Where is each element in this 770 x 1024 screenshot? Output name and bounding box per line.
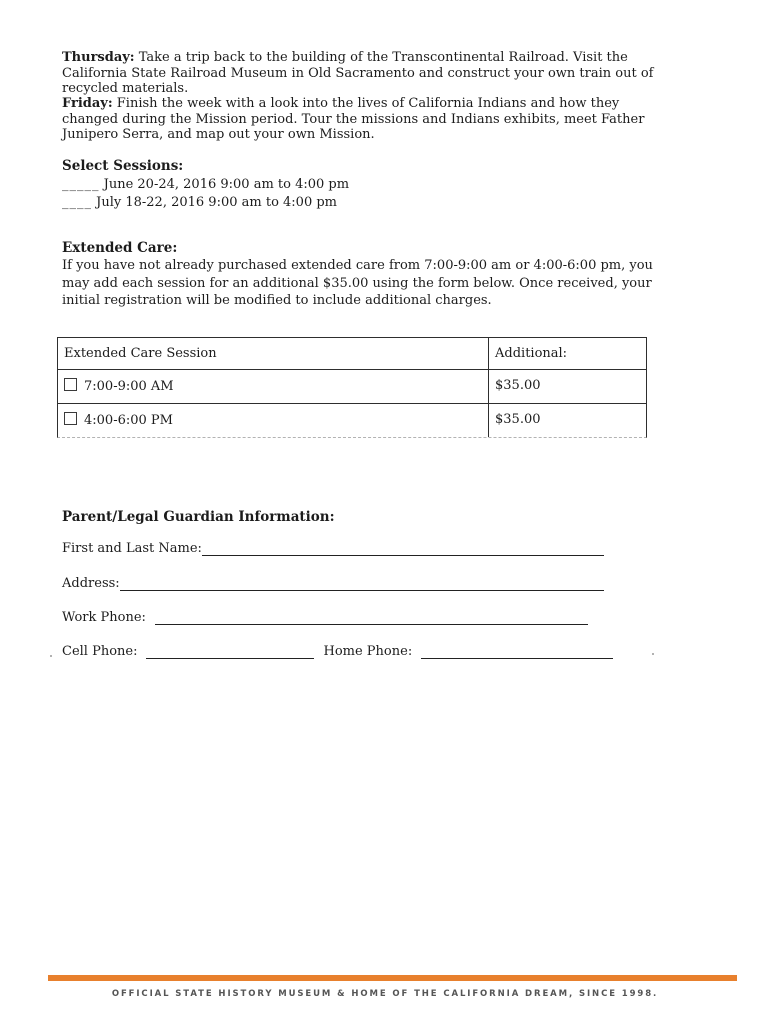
session-option-july[interactable] bbox=[62, 194, 349, 212]
session-options bbox=[62, 176, 349, 212]
work-phone-field-row bbox=[62, 610, 588, 625]
session-pm-label: 4:00-6:00 PM bbox=[84, 413, 173, 428]
friday-paragraph bbox=[62, 96, 674, 143]
extended-care-paragraph: If you have not already purchased extended care from 7:00-9:00 am or 4:00-6:00 pm, you may add each session for an additional $35.00 using the form below. Once received, your initial registration will be modified to include additional charges. bbox=[62, 258, 653, 309]
col-header-additional: Additional: bbox=[488, 338, 646, 369]
address-label: Address: bbox=[62, 576, 120, 591]
cell-phone-label: Cell Phone: bbox=[62, 644, 138, 659]
cell-phone-input-line[interactable] bbox=[146, 644, 314, 659]
footer-accent-rule bbox=[48, 975, 737, 981]
checkbox-am-session[interactable] bbox=[64, 378, 77, 391]
extended-care-heading: Extended Care: bbox=[62, 240, 178, 256]
session-option-june[interactable] bbox=[62, 176, 349, 194]
table-row bbox=[58, 403, 646, 437]
thursday-paragraph bbox=[62, 50, 674, 97]
name-input-line[interactable] bbox=[202, 541, 604, 556]
table-row bbox=[58, 369, 646, 403]
home-phone-input-line[interactable] bbox=[421, 644, 613, 659]
name-field-row bbox=[62, 541, 604, 556]
scan-speck bbox=[50, 655, 52, 657]
extended-care-table bbox=[57, 337, 647, 438]
thursday-label: Thursday: bbox=[62, 50, 135, 65]
friday-text: Finish the week with a look into the lives of California Indians and how they changed during the Mission period. Tour the missions and Indians exhibits, meet Father Junipero Serra, and map out your own Mission. bbox=[62, 96, 645, 142]
guardian-heading: Parent/Legal Guardian Information: bbox=[62, 509, 335, 525]
footer-caption: OFFICIAL STATE HISTORY MUSEUM & HOME OF THE CALIFORNIA DREAM, SINCE 1998. bbox=[111, 989, 659, 999]
col-header-session: Extended Care Session bbox=[64, 346, 217, 361]
address-input-line[interactable] bbox=[120, 576, 604, 591]
session-july-blank[interactable]: ____ bbox=[62, 195, 92, 210]
checkbox-pm-session[interactable] bbox=[64, 412, 77, 425]
scan-speck bbox=[652, 653, 654, 655]
session-june-label: June 20-24, 2016 9:00 am to 4:00 pm bbox=[99, 177, 350, 192]
thursday-text: Take a trip back to the building of the Transcontinental Railroad. Visit the California State Railroad Museum in Old Sacramento and construct your own train out of recycled materials. bbox=[62, 50, 654, 96]
price-cell-pm: $35.00 bbox=[488, 404, 646, 437]
cell-home-phone-field-row bbox=[62, 644, 613, 659]
session-cell-am bbox=[58, 370, 488, 403]
table-header-row bbox=[58, 338, 646, 369]
home-phone-label: Home Phone: bbox=[323, 644, 413, 659]
work-phone-label: Work Phone: bbox=[62, 610, 146, 625]
session-july-label: July 18-22, 2016 9:00 am to 4:00 pm bbox=[92, 195, 338, 210]
session-cell-pm bbox=[58, 404, 488, 437]
price-cell-am: $35.00 bbox=[488, 370, 646, 403]
address-field-row bbox=[62, 576, 604, 591]
session-am-label: 7:00-9:00 AM bbox=[84, 379, 174, 394]
select-sessions-heading: Select Sessions: bbox=[62, 158, 184, 174]
friday-label: Friday: bbox=[62, 96, 113, 111]
work-phone-input-line[interactable] bbox=[155, 610, 588, 625]
session-june-blank[interactable]: _____ bbox=[62, 177, 100, 192]
name-label: First and Last Name: bbox=[62, 541, 202, 556]
